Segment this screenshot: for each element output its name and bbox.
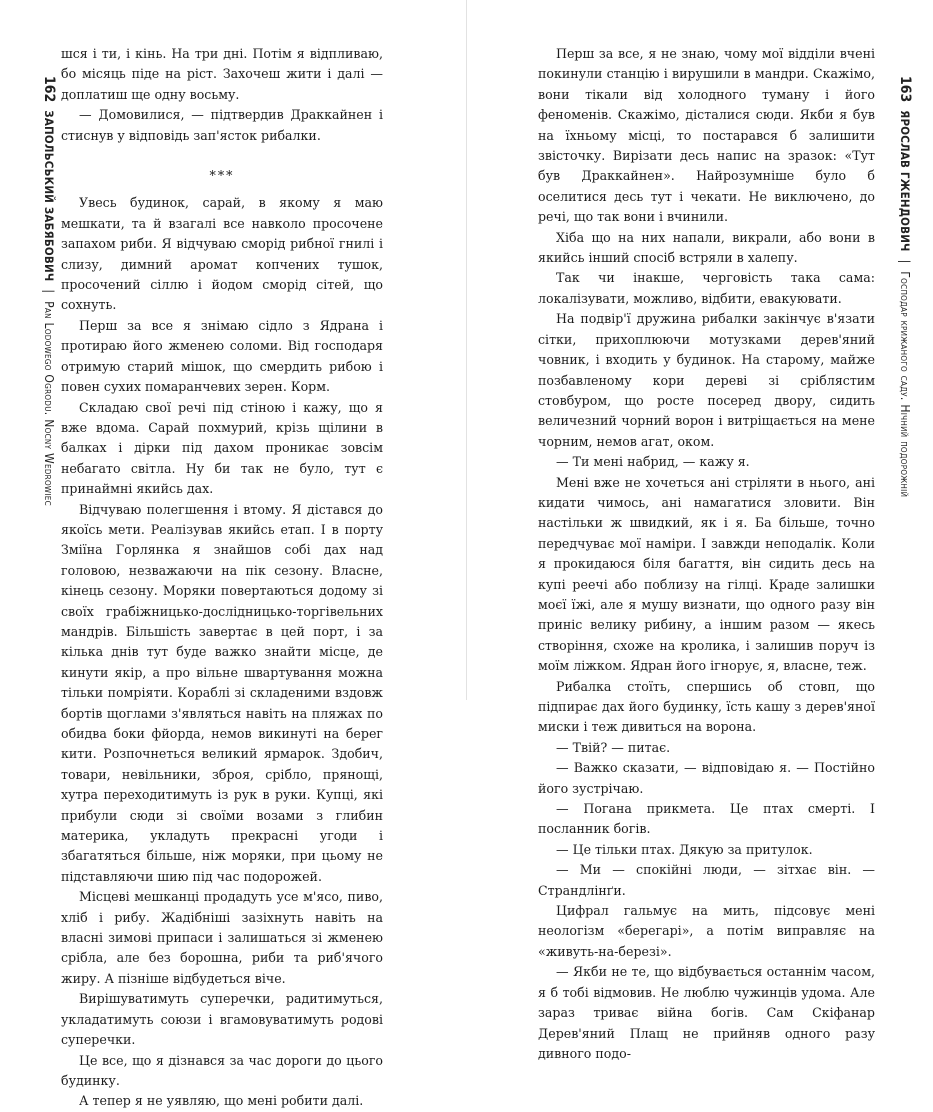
right-book-title: Господар крижаного саду. Нічний подорожній (898, 271, 912, 498)
right-page-number: 163 (897, 76, 913, 103)
paragraph: Рибалка стоїть, спершись об стовп, що підпирає дах його будинку, їсть кашу з дерев'яної миски і теж дивиться на ворона. (538, 678, 875, 735)
paragraph: — Ми — спокійні люди, — зітхає він. — Страндлінґи. (538, 862, 875, 898)
paragraph: Місцеві мешканці продадуть усе м'ясо, пиво, хліб і рибу. Жадібніші зазіхнуть навіть на власні зимові припаси і залишаться зі жменею срібла, але без борошна, риби та риб'ячого жиру. А пізніше відбудеться віче. (61, 889, 383, 986)
section-break: *** (209, 168, 235, 184)
paragraph: Це все, що я дізнався за час дороги до цього будинку. (61, 1052, 383, 1088)
paragraph: — Якби не те, що відбувається останнім часом, я б тобі відмовив. Не люблю чужинців удома. Але зараз триває війна богів. Сам Скіфанар Дерев'яний Плащ не прийняв одного разу дивного подо- (538, 964, 875, 1061)
left-book-title: Pan Lodowego Ogrodu. Nocny Wedrowiec (42, 301, 56, 506)
paragraph: — Твій? — питає. (556, 739, 671, 755)
paragraph: Мені вже не хочеться ані стріляти в нього, ані кидати чимось, ані намагатися зловити. Він настільки ж швидкий, як і я. Ба більше, точно передчуває мої наміри. І завжди неподалік. Коли я прокидаюся біля багаття, він сидить десь на купі реечі або поблизу на гілці. Краде залишки моєї їжі, але я мушу визнати, що одного разу він приніс велику рибину, а іншим разом — якесь створіння, схоже на кролика, і залишив поруч із моїм ліжком. Ядран його ігнорує, я, власне, теж. (538, 474, 875, 674)
right-running-head (896, 76, 914, 696)
left-page (0, 0, 466, 1109)
paragraph: На подвір'ї дружина рибалки закінчує в'язати сітки, прихоплюючи мотузками дерев'яний човник, і входить у будинок. На старому, майже позбавленому кори дереві зі сріблястим стовбуром, що росте посеред двору, сидить величезний чорний ворон і витріщається на мене чорним, немов агат, оком. (538, 311, 875, 449)
paragraph: Так чи інакше, черговість така сама: локалізувати, можливо, відбити, евакуювати. (538, 270, 875, 306)
paragraph: Цифрал гальмує на мить, підсовує мені неологізм «берегарі», а потім виправляє на «живуть-на-березі». (538, 903, 875, 959)
paragraph: — Важко сказати, — відповідаю я. — Постійно його зустрічаю. (538, 760, 875, 796)
paragraph: Увесь будинок, сарай, в якому я маю мешкати, та й взагалі все навколо просочене запахом риби. Я відчуваю сморід рибної гнилі і слизу, димний аромат копчених тушок, просочений сіллю і йодом сморід сітей, що сохнуть. (61, 195, 383, 313)
paragraph: — Домовилися, — підтвердив Драккайнен і стиснув у відповідь зап'ясток рибалки. (61, 107, 383, 143)
paragraph: А тепер я не уявляю, що мені робити далі. (79, 1093, 364, 1109)
right-runner-separator: | (898, 259, 912, 264)
paragraph: Хіба що на них напали, викрали, або вони в якийсь інший спосіб встряли в халепу. (538, 229, 875, 266)
paragraph: — Ти мені набрид, — кажу я. (556, 454, 750, 470)
paragraph: Перш за все, я не знаю, чому мої відділи вчені покинули станцію і вирушили в мандри. Скажімо, вони тікали від холодного туману і його феноменів. Скажімо, дісталися сюди. Якби я був на їхньому місці, то постарався б залишити звісточку. Вирізати десь напис на зразок: «Тут був Драккайнен». Найрозумніше було б оселитися десь тут і чекати. Не виключено, до речі, що так вони і вчинили. (538, 46, 875, 225)
paragraph: Вирішуватимуть суперечки, радитимуться, укладатимуть союзи і вгамовуватимуть родові суперечки. (61, 991, 383, 1048)
right-author-name: ЯРОСЛАВ ГЖЕНДОВИЧ (898, 110, 912, 252)
paragraph: Перш за все я знімаю сідло з Ядрана і протираю його жменею соломи. Від господаря отримую старий мішок, що смердить рибою і повен сухих помаранчевих зерен. Корм. (61, 317, 383, 395)
left-author-name: ЗАПОЛЬСЬКИЙ ЗАБЯБОВИЧ (42, 110, 56, 282)
paragraph: шся і ти, і кінь. На три дні. Потім я відпливаю, бо місяць піде на ріст. Захочеш жити і далі — доплатиш ще одну восьму. (61, 46, 383, 102)
right-body-text (538, 44, 875, 1064)
left-runner-separator: | (42, 289, 56, 294)
paragraph: Складаю свої речі під стіною і кажу, що я вже вдома. Сарай похмурий, крізь щілини в балках і дірки під дахом проникає зовсім небагато світла. Ну би так не було, тут є принаймні якийсь дах. (61, 399, 383, 497)
left-page-number: 162 (41, 76, 57, 103)
left-running-head (40, 76, 58, 696)
left-body-text (61, 44, 383, 1112)
paragraph: — Це тільки птах. Дякую за притулок. (556, 841, 813, 857)
paragraph: Відчуваю полегшення і втому. Я дістався до якоїсь мети. Реалізував якийсь етап. І в порту Зміїна Горлянка я знайшов собі дах над головою, незважаючи на пік сезону. Власне, кінець сезону. Моряки повертаються додому зі своїх грабіжницько-дослідницько-торгівельних мандрів. Більшість завертає в цей порт, і за кілька днів тут буде важко знайти місце, де кинути якір, а про вільне швартування можна тільки помріяти. Кораблі зі складеними вздовж бортів щоглами з'являться навіть на пляжах по обидва боки фйорда, немов викинуті на берег кити. Розпочнеться великий ярмарок. Здобич, товари, невільники, зброя, срібло, прянощі, хутра переходитимуть із рук в руки. Купці, які прибули сюди зі своїми возами з глибин материка, укладуть прекрасні угоди і збагатяться більше, ніж моряки, при цьому не підставляючи шию під час подорожей. (61, 501, 383, 884)
paragraph: — Погана прикмета. Це птах смерті. І посланник богів. (538, 801, 875, 837)
